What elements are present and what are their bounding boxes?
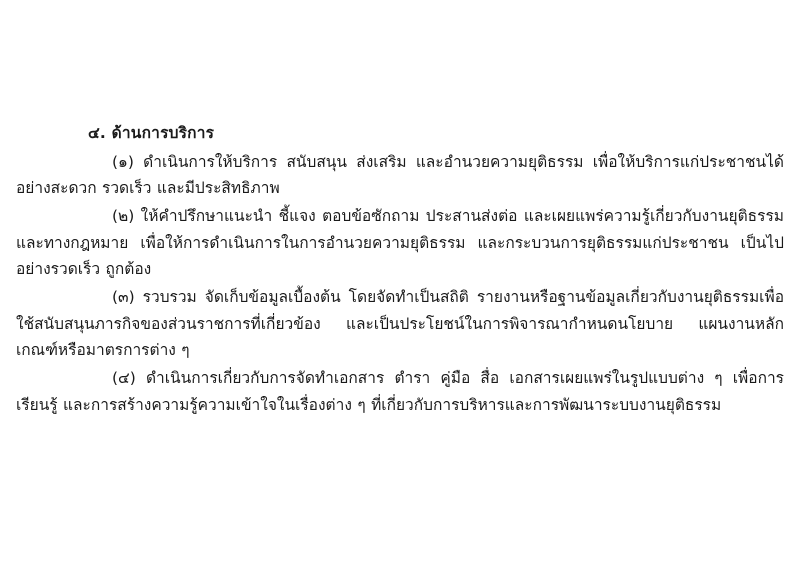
paragraph-1: (๑) ดำเนินการให้บริการ สนับสนุน ส่งเสริม และอำนวยความยุติธรรม เพื่อให้บริการแก่ประชาชนได้อย่างสะดวก รวดเร็ว และมีประสิทธิภาพ <box>16 152 784 198</box>
document-body <box>16 120 784 418</box>
paragraph-3: (๓) รวบรวม จัดเก็บข้อมูลเบื้องต้น โดยจัดทำเป็นสถิติ รายงานหรือฐานข้อมูลเกี่ยวกับงานยุติธรรมเพื่อใช้สนับสนุนภารกิจของส่วนราชการที่เกี่ยวข้อง และเป็นประโยชน์ในการพิจารณากำหนดนโยบาย แผนงานหลักเกณฑ์หรือมาตรการต่าง ๆ <box>16 287 784 360</box>
paragraph-4: (๔) ดำเนินการเกี่ยวกับการจัดทำเอกสาร ตำรา คู่มือ สื่อ เอกสารเผยแพร่ในรูปแบบต่าง ๆ เพื่อการเรียนรู้ และการสร้างความรู้ความเข้าใจในเรื่องต่าง ๆ ที่เกี่ยวกับการบริหารและการพัฒนาระบบงานยุติธรรม <box>16 368 784 414</box>
section-heading: ๔. ด้านการบริการ <box>88 124 215 142</box>
paragraph-2: (๒) ให้คำปรึกษาแนะนำ ชี้แจง ตอบข้อซักถาม ประสานส่งต่อ และเผยแพร่ความรู้เกี่ยวกับงานยุติธรรม และทางกฎหมาย เพื่อให้การดำเนินการในการอำนวยความยุติธรรม และกระบวนการยุติธรรมแก่ประชาชน เป็นไปอย่างรวดเร็ว ถูกต้อง <box>16 206 784 279</box>
